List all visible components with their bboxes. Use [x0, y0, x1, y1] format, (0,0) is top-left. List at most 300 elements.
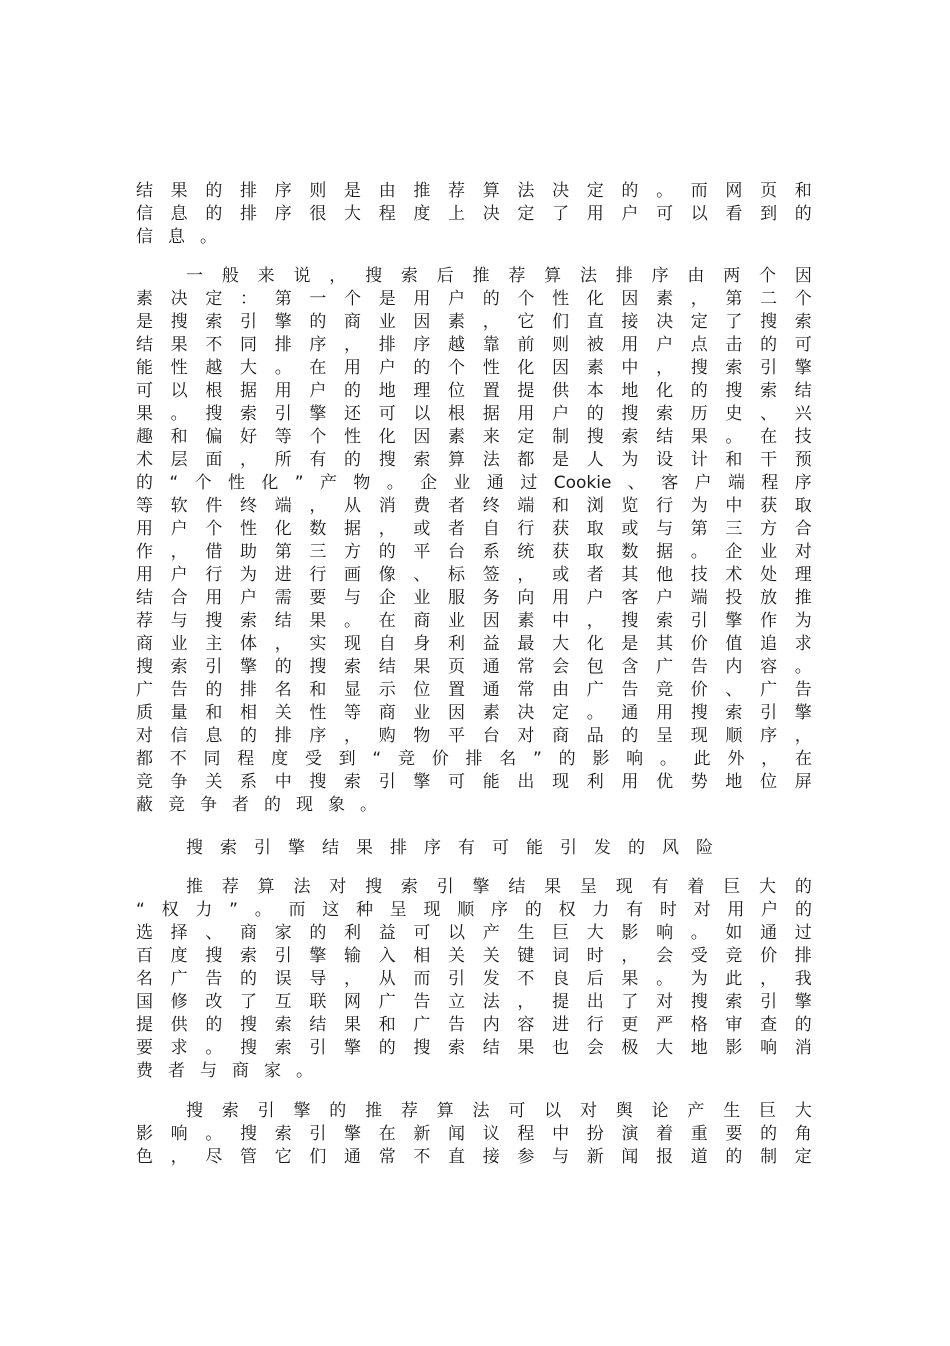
glyph: 进	[552, 1015, 570, 1035]
text-line	[136, 564, 812, 587]
glyph: 定	[552, 703, 570, 723]
glyph: 用	[517, 404, 535, 424]
glyph: 消	[378, 496, 396, 516]
glyph: 素	[586, 358, 604, 378]
glyph: 巨	[723, 877, 741, 897]
glyph: 搜	[413, 1038, 431, 1058]
glyph: 上	[448, 204, 466, 224]
glyph: 个	[194, 473, 212, 493]
glyph: 的	[725, 1147, 743, 1167]
glyph: 地	[725, 772, 743, 792]
glyph: 业	[413, 703, 431, 723]
glyph: 来	[257, 266, 275, 286]
glyph: 内	[482, 1015, 500, 1035]
glyph: 广	[586, 680, 604, 700]
glyph: 中	[274, 772, 292, 792]
glyph: 品	[586, 726, 604, 746]
glyph: 结	[322, 838, 339, 858]
glyph: 有	[458, 838, 475, 858]
glyph: 的	[205, 181, 223, 201]
glyph: 企	[725, 542, 743, 562]
glyph: 兴	[794, 404, 812, 424]
glyph: 行	[586, 1015, 604, 1035]
glyph: 以	[170, 381, 188, 401]
glyph: 决	[170, 289, 188, 309]
glyph: 和	[552, 496, 570, 516]
glyph: 议	[482, 1124, 500, 1144]
glyph: 法	[472, 1101, 490, 1121]
glyph: 通	[760, 923, 778, 943]
glyph: 或	[552, 565, 570, 585]
glyph: 结	[508, 877, 526, 897]
glyph: 益	[482, 634, 500, 654]
glyph: 接	[482, 1147, 500, 1167]
glyph: 同	[240, 335, 258, 355]
glyph: 排	[274, 335, 292, 355]
text-line	[136, 748, 812, 771]
glyph: 选	[136, 923, 153, 943]
glyph: 擎	[344, 1038, 362, 1058]
glyph: 定	[690, 312, 708, 332]
glyph: 提	[517, 381, 535, 401]
glyph: ：	[240, 289, 258, 309]
glyph: 价	[690, 680, 708, 700]
glyph: 的	[628, 838, 645, 858]
glyph: 搜	[309, 772, 327, 792]
text-line	[136, 180, 812, 203]
glyph: 因	[413, 312, 431, 332]
glyph: 程	[761, 473, 779, 493]
glyph: 则	[552, 335, 570, 355]
glyph: 对	[656, 992, 674, 1012]
glyph: 对	[517, 726, 535, 746]
glyph: 与	[200, 1061, 217, 1081]
glyph: 行	[205, 565, 223, 585]
glyph: 响	[760, 1038, 778, 1058]
glyph: 巨	[552, 923, 570, 943]
paragraph-1	[136, 180, 812, 249]
glyph: 通	[482, 657, 500, 677]
glyph: 扮	[586, 1124, 604, 1144]
glyph: 和	[378, 1015, 396, 1035]
glyph: 巨	[759, 1101, 776, 1121]
glyph: 用	[344, 358, 362, 378]
glyph: 素	[656, 289, 674, 309]
glyph: 们	[309, 1147, 327, 1167]
glyph: 的	[205, 204, 223, 224]
glyph: 相	[413, 946, 431, 966]
glyph: 术	[725, 565, 743, 585]
glyph: 益	[378, 923, 396, 943]
glyph: 趣	[136, 427, 153, 447]
glyph: 擎	[274, 312, 292, 332]
text-line	[136, 968, 812, 991]
glyph: 件	[205, 496, 223, 516]
glyph: 性	[227, 473, 245, 493]
glyph: 。	[360, 795, 377, 815]
glyph: 影	[725, 1038, 743, 1058]
glyph: 提	[552, 992, 570, 1012]
glyph: 户	[656, 335, 674, 355]
glyph: 化	[517, 358, 535, 378]
glyph: 系	[482, 542, 500, 562]
glyph: ，	[586, 611, 604, 631]
glyph: 风	[662, 838, 679, 858]
glyph: 排	[240, 181, 258, 201]
glyph: 果	[621, 969, 639, 989]
glyph: 户	[621, 204, 639, 224]
glyph: 擎	[293, 1101, 311, 1121]
glyph: 据	[482, 404, 500, 424]
glyph: 大	[794, 1101, 812, 1121]
glyph: 费	[136, 1061, 153, 1081]
glyph: 商	[552, 726, 570, 746]
glyph: 制	[760, 1147, 778, 1167]
glyph: 果	[544, 877, 562, 897]
glyph: 的	[309, 312, 327, 332]
glyph: 度	[413, 204, 431, 224]
glyph: 则	[309, 181, 327, 201]
glyph: 还	[344, 404, 362, 424]
glyph: 争	[170, 772, 188, 792]
glyph: 推	[186, 877, 203, 897]
glyph: 法	[482, 450, 500, 470]
glyph: 会	[656, 946, 674, 966]
glyph: 者	[586, 565, 604, 585]
glyph: ，	[621, 946, 639, 966]
glyph: 为	[690, 496, 708, 516]
glyph: 位	[448, 381, 466, 401]
glyph: 程	[378, 204, 396, 224]
glyph: 国	[136, 992, 153, 1012]
glyph: 合	[794, 519, 812, 539]
glyph: 直	[586, 312, 604, 332]
text-line	[136, 945, 812, 968]
glyph: 序	[651, 266, 669, 286]
glyph: 可	[136, 381, 153, 401]
glyph: 大	[240, 358, 258, 378]
glyph: 引	[257, 1101, 275, 1121]
glyph: 企	[378, 588, 396, 608]
glyph: 们	[552, 312, 570, 332]
glyph: 搜	[136, 657, 153, 677]
glyph: 推	[413, 181, 431, 201]
glyph: Cookie	[553, 473, 612, 493]
glyph: 点	[690, 335, 708, 355]
glyph: 果	[413, 657, 431, 677]
glyph: 推	[794, 588, 812, 608]
glyph: 更	[621, 1015, 639, 1035]
glyph: 个	[794, 289, 812, 309]
glyph: 色	[136, 1147, 153, 1167]
glyph: 索	[221, 1101, 239, 1121]
glyph: 、	[413, 565, 431, 585]
glyph: 索	[344, 657, 362, 677]
glyph: 用	[727, 900, 745, 920]
glyph: 法	[293, 877, 311, 897]
glyph: 搜	[690, 358, 708, 378]
glyph: 角	[794, 1124, 812, 1144]
glyph: 数	[309, 519, 327, 539]
glyph: 索	[656, 611, 674, 631]
glyph: ，	[309, 496, 327, 516]
glyph: 现	[344, 634, 362, 654]
glyph: 来	[482, 427, 500, 447]
glyph: 为	[794, 611, 812, 631]
glyph: 搜	[586, 427, 604, 447]
glyph: 性	[240, 519, 258, 539]
glyph: 据	[344, 519, 362, 539]
glyph: 户	[240, 588, 258, 608]
glyph: 的	[760, 335, 778, 355]
glyph: 大	[552, 634, 570, 654]
glyph: 户	[694, 473, 712, 493]
glyph: 的	[240, 726, 258, 746]
glyph: 互	[274, 992, 292, 1012]
glyph: 身	[413, 634, 431, 654]
glyph: 为	[690, 969, 708, 989]
glyph: 息	[170, 204, 188, 224]
text-line	[136, 587, 812, 610]
glyph: 户	[586, 588, 604, 608]
text-line	[136, 380, 812, 403]
glyph: 制	[552, 427, 570, 447]
glyph: 的	[378, 1038, 396, 1058]
glyph: ，	[170, 1147, 188, 1167]
glyph: 索	[725, 358, 743, 378]
glyph: 中	[621, 358, 639, 378]
glyph: 行	[309, 565, 327, 585]
glyph: 个	[344, 289, 362, 309]
glyph: 结	[378, 657, 396, 677]
glyph: 引	[760, 992, 778, 1012]
glyph: 管	[240, 1147, 258, 1167]
glyph: 为	[240, 565, 258, 585]
glyph: 商	[240, 923, 258, 943]
glyph: 击	[725, 335, 743, 355]
glyph: 用	[274, 381, 292, 401]
glyph: 擎	[794, 358, 812, 378]
glyph: 用	[205, 588, 223, 608]
glyph: 客	[661, 473, 679, 493]
glyph: 搜	[205, 404, 223, 424]
glyph: 素	[136, 289, 153, 309]
glyph: 搜	[186, 838, 203, 858]
glyph: 家	[274, 923, 292, 943]
glyph: 要	[309, 588, 327, 608]
glyph: 会	[586, 1038, 604, 1058]
glyph: 。	[690, 542, 708, 562]
glyph: 商	[232, 1061, 249, 1081]
glyph: 在	[378, 1124, 396, 1144]
glyph: 搜	[309, 657, 327, 677]
glyph: 价	[760, 946, 778, 966]
glyph: 险	[696, 838, 713, 858]
glyph: 。	[386, 473, 404, 493]
glyph: 会	[552, 657, 570, 677]
glyph: 算	[436, 1101, 454, 1121]
glyph: 荐	[400, 1101, 418, 1121]
glyph: 可	[794, 335, 812, 355]
glyph: 地	[621, 381, 639, 401]
glyph: 。	[586, 703, 604, 723]
glyph: 由	[687, 266, 705, 286]
glyph: 。	[205, 1124, 223, 1144]
glyph: 素	[448, 312, 466, 332]
glyph: 果	[136, 404, 153, 424]
glyph: 地	[690, 1038, 708, 1058]
glyph: “	[372, 749, 382, 769]
glyph: 业	[760, 542, 778, 562]
glyph: 影	[621, 923, 639, 943]
glyph: 争	[200, 795, 217, 815]
glyph: 化	[378, 427, 396, 447]
glyph: 用	[552, 588, 570, 608]
glyph: 可	[378, 404, 396, 424]
glyph: 误	[274, 969, 292, 989]
glyph: ，	[240, 450, 258, 470]
glyph: 实	[309, 634, 327, 654]
glyph: 它	[517, 312, 535, 332]
glyph: 因	[621, 289, 639, 309]
glyph: 者	[448, 496, 466, 516]
glyph: 擎	[794, 992, 812, 1012]
glyph: 个	[205, 519, 223, 539]
glyph: 排	[794, 946, 812, 966]
glyph: 引	[560, 838, 577, 858]
glyph: 而	[413, 969, 431, 989]
text-line	[136, 265, 812, 288]
glyph: 自	[378, 634, 396, 654]
glyph: 的	[378, 542, 396, 562]
glyph: 擎	[288, 838, 305, 858]
glyph: ，	[344, 969, 362, 989]
glyph: 包	[586, 657, 604, 677]
glyph: ”	[229, 900, 238, 920]
glyph: ，	[761, 749, 779, 769]
glyph: 说	[293, 266, 311, 286]
glyph: 搜	[205, 611, 223, 631]
glyph: 位	[760, 772, 778, 792]
glyph: 导	[309, 969, 327, 989]
glyph: 法	[579, 266, 597, 286]
glyph: “	[136, 900, 145, 920]
glyph: 业	[413, 588, 431, 608]
glyph: 产	[319, 473, 337, 493]
glyph: 关	[205, 772, 223, 792]
glyph: 三	[725, 519, 743, 539]
glyph: 越	[448, 335, 466, 355]
glyph: 广	[656, 657, 674, 677]
glyph: 两	[723, 266, 741, 286]
glyph: 户	[448, 289, 466, 309]
glyph: 通	[344, 1147, 362, 1167]
glyph: 索	[448, 1038, 466, 1058]
glyph: 荐	[221, 877, 239, 897]
glyph: 户	[761, 900, 779, 920]
glyph: 商	[378, 703, 396, 723]
glyph: 排	[274, 726, 292, 746]
glyph: 名	[274, 680, 292, 700]
glyph: 好	[240, 427, 258, 447]
glyph: 搜	[205, 946, 223, 966]
glyph: 要	[136, 1038, 153, 1058]
glyph: 搜	[690, 992, 708, 1012]
glyph: 键	[517, 946, 535, 966]
glyph: 广	[170, 969, 188, 989]
text-line	[136, 1060, 812, 1083]
glyph: 价	[431, 749, 449, 769]
glyph: 个	[517, 289, 535, 309]
glyph: 。	[656, 969, 674, 989]
text-line	[136, 702, 812, 725]
glyph: 法	[482, 992, 500, 1012]
glyph: 信	[136, 227, 153, 247]
text-line	[136, 1037, 812, 1060]
glyph: 如	[725, 923, 743, 943]
glyph: 顺	[457, 900, 475, 920]
glyph: 的	[794, 900, 812, 920]
glyph: 这	[322, 900, 340, 920]
glyph: 对	[136, 726, 153, 746]
glyph: 有	[309, 450, 327, 470]
glyph: ，	[170, 542, 188, 562]
glyph: 后	[586, 969, 604, 989]
heading-text	[136, 837, 812, 860]
glyph: 的	[690, 381, 708, 401]
glyph: 和	[170, 427, 188, 447]
glyph: 搜	[170, 312, 188, 332]
glyph: ，	[344, 335, 362, 355]
glyph: 它	[274, 1147, 292, 1167]
glyph: 三	[309, 542, 327, 562]
glyph: 网	[344, 992, 362, 1012]
glyph: 个	[309, 427, 327, 447]
paragraph-4	[136, 1100, 812, 1169]
glyph: 化	[274, 519, 292, 539]
glyph: 择	[170, 923, 188, 943]
text-line	[136, 311, 812, 334]
glyph: 搜	[365, 877, 383, 897]
glyph: 页	[760, 181, 778, 201]
glyph: 用	[621, 772, 639, 792]
glyph: 被	[586, 335, 604, 355]
glyph: 服	[448, 588, 466, 608]
glyph: ，	[344, 726, 362, 746]
glyph: 告	[690, 657, 708, 677]
glyph: 消	[794, 1038, 812, 1058]
glyph: 偏	[205, 427, 223, 447]
glyph: 果	[309, 611, 327, 631]
glyph: 自	[482, 519, 500, 539]
glyph: 良	[552, 969, 570, 989]
glyph: 关	[482, 946, 500, 966]
glyph: 引	[240, 312, 258, 332]
glyph: 从	[344, 496, 362, 516]
glyph: 因	[482, 611, 500, 631]
glyph: 排	[240, 680, 258, 700]
glyph: 等	[136, 496, 153, 516]
glyph: 借	[205, 542, 223, 562]
glyph: 索	[170, 657, 188, 677]
glyph: 度	[271, 749, 289, 769]
glyph: 他	[656, 565, 674, 585]
glyph: 发	[594, 838, 611, 858]
glyph: 层	[170, 450, 188, 470]
glyph: 论	[651, 1101, 669, 1121]
glyph: 擎	[309, 946, 327, 966]
glyph: 立	[448, 992, 466, 1012]
